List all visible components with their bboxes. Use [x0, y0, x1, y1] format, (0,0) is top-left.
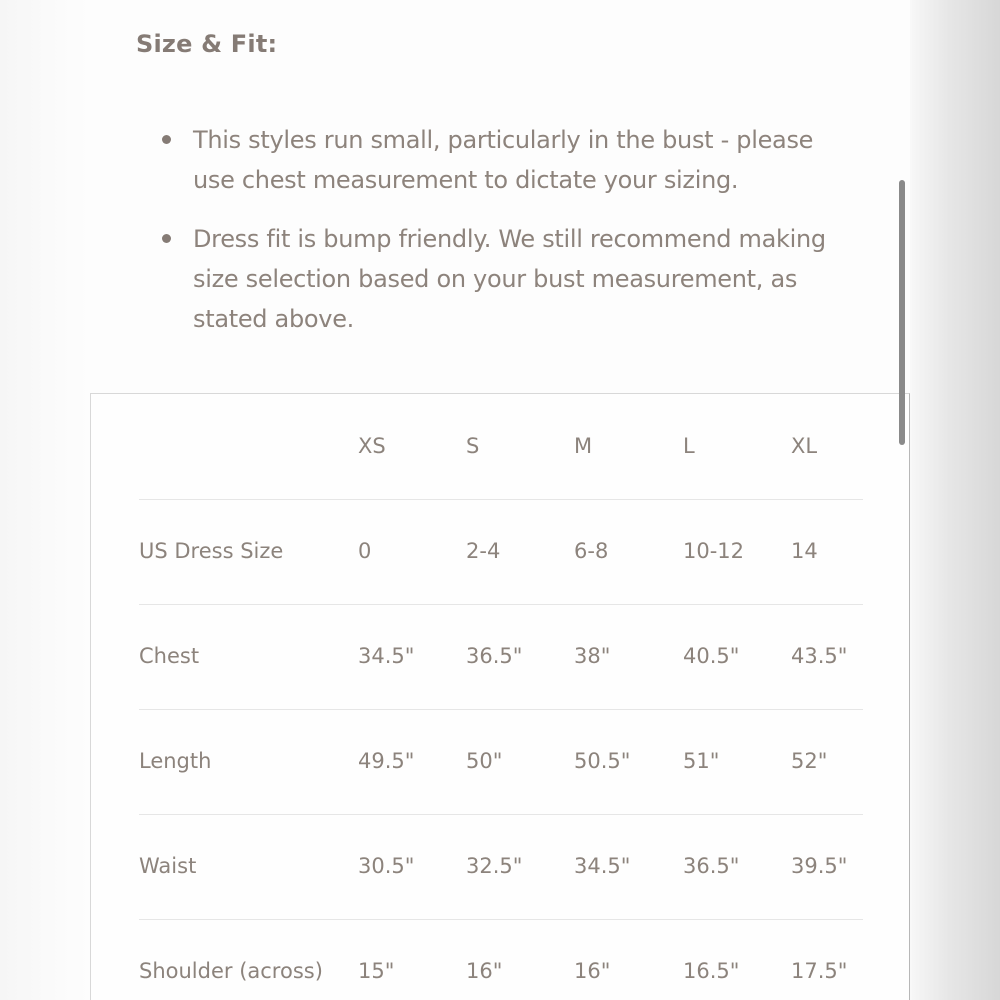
table-cell: 6-8	[574, 539, 609, 563]
table-cell: 32.5"	[466, 854, 523, 878]
header-cell-l: L	[683, 434, 695, 458]
bullet-icon	[162, 234, 171, 243]
table-header-row	[139, 394, 863, 499]
table-cell: 16"	[574, 959, 611, 983]
fit-note-text: Dress fit is bump friendly. We still recommend making size selection based on your bust measurement, as stated above.	[193, 225, 826, 333]
header-cell-m: M	[574, 434, 593, 458]
table-cell: 34.5"	[574, 854, 631, 878]
bullet-icon	[162, 135, 171, 144]
table-cell: 17.5"	[791, 959, 848, 983]
row-label: Waist	[139, 854, 197, 878]
table-row	[139, 499, 863, 604]
fit-note-2	[160, 219, 860, 339]
header-cell-xs: XS	[358, 434, 386, 458]
row-label: Shoulder (across)	[139, 959, 323, 983]
table-cell: 16.5"	[683, 959, 740, 983]
table-cell: 36.5"	[466, 644, 523, 668]
table-cell: 38"	[574, 644, 611, 668]
table-row	[139, 919, 863, 1000]
table-cell: 30.5"	[358, 854, 415, 878]
table-row	[139, 709, 863, 814]
fit-note-1	[160, 120, 860, 200]
row-label: Chest	[139, 644, 200, 668]
size-fit-heading: Size & Fit:	[136, 30, 278, 58]
fit-notes-list	[160, 120, 860, 358]
row-label: Length	[139, 749, 212, 773]
scrollbar-thumb[interactable]	[899, 180, 905, 445]
table-cell: 39.5"	[791, 854, 848, 878]
table-cell: 16"	[466, 959, 503, 983]
table-cell: 49.5"	[358, 749, 415, 773]
header-cell-xl: XL	[791, 434, 818, 458]
table-row	[139, 604, 863, 709]
table-cell: 40.5"	[683, 644, 740, 668]
table-cell: 2-4	[466, 539, 501, 563]
table-cell: 36.5"	[683, 854, 740, 878]
table-cell: 34.5"	[358, 644, 415, 668]
table-cell: 15"	[358, 959, 395, 983]
row-label: US Dress Size	[139, 539, 284, 563]
table-cell: 14	[791, 539, 818, 563]
table-cell: 50.5"	[574, 749, 631, 773]
table-row	[139, 814, 863, 919]
header-cell-s: S	[466, 434, 480, 458]
table-cell: 43.5"	[791, 644, 848, 668]
size-chart-table	[90, 393, 910, 1000]
table-cell: 52"	[791, 749, 828, 773]
table-cell: 0	[358, 539, 372, 563]
table-cell: 10-12	[683, 539, 745, 563]
fit-note-text: This styles run small, particularly in the bust - please use chest measurement to dictate your sizing.	[193, 126, 814, 194]
table-cell: 50"	[466, 749, 503, 773]
table-cell: 51"	[683, 749, 720, 773]
